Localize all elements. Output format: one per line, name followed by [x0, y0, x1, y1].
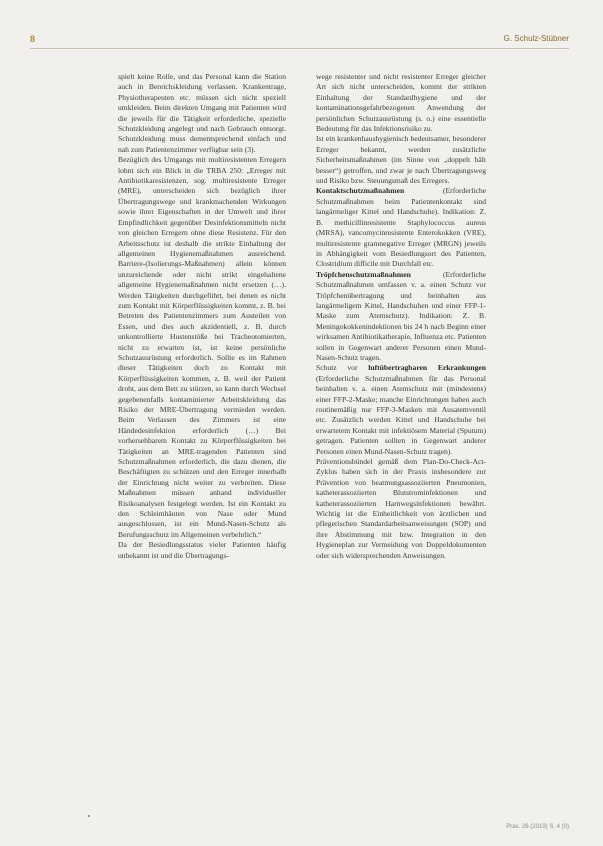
paragraph: wege resistenter und nicht resistenter Erreger gleicher Art sich nicht unterscheiden, kommt der strikten Einhaltung der Standardhygiene und der kontaminationsgefahrbezogenen Anwendung der persönlichen Schutzausrüstung (s. o.) eine essentielle Bedeutung für das Infektionsrisiko zu. [316, 72, 486, 134]
paragraph: Präventionsbündel gemäß dem Plan-Do-Check-Act-Zyklus haben sich in der Praxis insbesondere zur Prävention von beatmungsassoziierten Pneumonien, katheterassoziierten Blutstrominfektionen und katheterassoziierten Harnwegsinfektionen bewährt. Wichtig ist die Einheitlichkeit von ärztlichen und pflegerischen Standardarbeitsanweisungen (SOP) und ihre Abstimmung mit bzw. Integration in den Hygieneplan zur Vermeidung von Doppeldokumenten oder sich widersprechenden Anweisungen. [316, 457, 486, 560]
term-text: (Erforderliche Schutzmaßnahmen beim Patientenkontakt sind langärmeliger Kittel und Handschuhe). Indikation: Z. B. methicillinresistente Staphylococcus aureus (MRSA), vancomycinresistente Enterokokken (VRE), multiresistente gramnegative Erreger (MRGN) jeweils in Abhängigkeit vom Besiedlungsort des Patienten, Clostridium difficile mit Durchfall etc. [316, 186, 486, 269]
running-head: G. Schulz-Stübner [503, 34, 569, 43]
paragraph [316, 363, 486, 457]
paragraph: spielt keine Rolle, und das Personal kann die Station auch in Bereichskleidung verlassen. Krankentrage, Physiotherapeuten etc. müssen sich nicht speziell umkleiden. Beim direkten Umgang mit Patienten wird die jeweils für die Tätigkeit erforderliche, spezielle Schutzkleidung angelegt und nach Gebrauch entsorgt. Schutzkleidung muss dementsprechend einfach und nah zum Patientenzimmer verfügbar sein (3). [118, 72, 286, 154]
page-footer: Prax. 26 (2019) S. 4 (0) [506, 824, 569, 830]
page-header [30, 34, 569, 48]
term-heading: Kontaktschutzmaßnahmen [316, 186, 405, 196]
margin-mark [88, 815, 90, 817]
paragraph [316, 270, 486, 364]
paragraph [316, 186, 486, 269]
page-number: 8 [30, 34, 36, 44]
header-divider [30, 48, 569, 49]
text-column-right [316, 72, 486, 561]
paragraph: Da der Besiedlungsstatus vieler Patienten häufig unbekannt ist und die Übertragungs- [118, 540, 286, 560]
term-prefix: Schutz vor [316, 363, 369, 373]
paragraph: Bezüglich des Umgangs mit multiresistenten Erregern lohnt sich ein Blick in die TRBA 250: „Erreger mit Antibiotikaresistenzen, sog. multiresistente Erreger (MRE), unterscheiden sich bezüglich ihrer Übertragungswege und krankmachenden Wirkungen sowie ihrer Eigenschaften in der Umwelt und ihrer Empfindlichkeit gegenüber Desinfektionsmitteln nicht von gleichen Erregern ohne diese Resistenz. Für den Arbeitsschutz ist deshalb die strikte Einhaltung der allgemeinen Hygienemaßnahmen ausreichend. Barriere-(Isolierungs-Maßnahmen) allein können unzureichende oder nicht strikt eingehaltene allgemeine Hygienemaßnahmen nicht ersetzen (…). Werden Tätigkeiten durchgeführt, bei denen es nicht zum Kontakt mit Körperflüssigkeiten kommt, z. B. bei Betreten des Patientenzimmers zum Austeilen von Essen, und dies auch akzidentiell, z. B. durch unkontrollierte Hustenstöße bei Tracheotomierten, nicht zu erwarten ist, ist keine persönliche Schutzausrüstung erforderlich. Sollte es im Rahmen dieser Tätigkeiten doch zu Kontakt mit Körperflüssigkeiten kommen, z. B. weil der Patient droht, aus dem Bett zu stürzen, so kann durch Wechsel gegebenenfalls kontaminierter Arbeitskleidung das Risiko der MRE-Übertragung vermieden werden. Beim Verlassen des Zimmers ist eine Händedesinfektion erforderlich (…) Bei vorhersehbarem Kontakt zu Körperflüssigkeiten bei Tätigkeiten an MRE-tragenden Patienten sind Schutzmaßnahmen erforderlich, die dazu dienen, die Beschäftigten zu schützen und den Erreger innerhalb der Einrichtung nicht weiter zu verbreiten. Diese Maßnahmen müssen anhand individueller Risikoanalysen festgelegt werden. Ist ein Kontakt zu den Schleimhäuten von Nase oder Mund ausgeschlossen, ist ein Mund-Nasen-Schutz als Berufungsschutz im Allgemeinen verbehrlich.“ [118, 155, 286, 539]
term-text: (Erforderliche Schutzmaßnahmen umfassen v. a. einen Schutz vor Tröpfchenübertragung und beinhalten aus langärmeligem Kittel, Handschuhen und einer FFP-1-Maske zum Atemschutz). Indikation: Z. B. Meningokokkenindektionen bis 24 h nach Beginn einer wirksamen Antibiotikatherapie, Influenza etc. Patienten sollen in Gegenwart anderer Personen einen Mund-Nasen-Schutz tragen. [316, 269, 486, 362]
text-column-left [118, 72, 286, 561]
term-text: (Erforderliche Schutzmaßnahmen für das Personal beinhalten v. a. einen Atemschutz mit (mindestens) einer FFP-2-Maske; manche Einrichtungen haben auch routinemäßig nur FFP-3-Masken mit Ausatemventil etc. Zusätzlich werden Kittel und Handschuhe bei erwartetem Kontakt mit infektiösem Material (Sputum) getragen. Patienten sollten in Gegenwart anderer Personen einen Mund-Nasen-Schutz tragen). [316, 373, 486, 456]
term-heading: luftübertragbaren Erkrankungen [368, 363, 486, 373]
paragraph: Ist ein krankenhaushygienisch bedeutsamer, besonderer Erreger bekannt, werden zusätzliche Sicherheitsmaßnahmen (im Sinne von „doppelt hält besser“) getroffen, und zwar je nach Übertragungsweg und Risiko bzw. Steuungsmaß des Erregers. [316, 134, 486, 186]
term-heading: Tröpfchenschutzmaßnahmen [316, 269, 411, 279]
